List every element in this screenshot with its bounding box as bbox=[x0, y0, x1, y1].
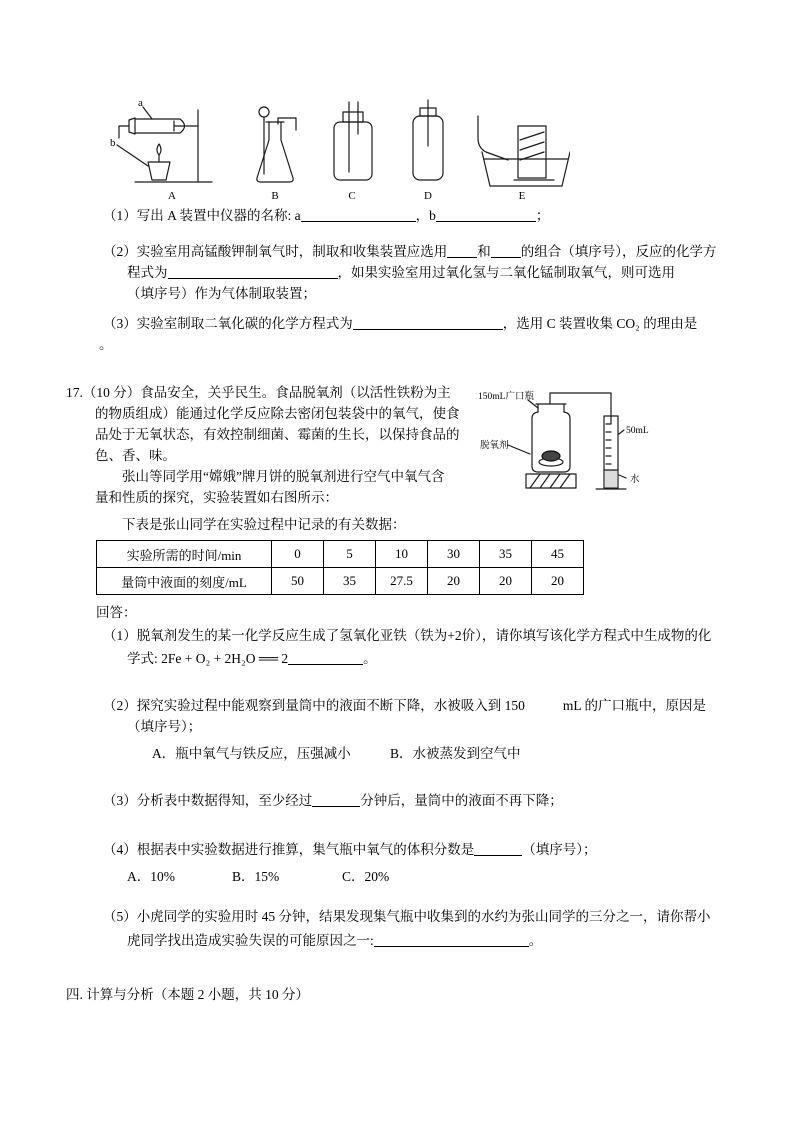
q17-sub4-option-a bbox=[127, 867, 175, 887]
table-cell: 27.5 bbox=[376, 568, 428, 595]
cylinder-water bbox=[605, 470, 618, 487]
table-cell: 30 bbox=[428, 541, 480, 568]
apparatus-label-b: B bbox=[271, 190, 279, 202]
option-b-text: B．水被蒸发到空气中 bbox=[390, 746, 521, 761]
q17-sub5-line1 bbox=[103, 907, 711, 927]
experiment-setup bbox=[508, 393, 626, 489]
q16-item2-line3 bbox=[127, 284, 316, 304]
q17-sub3-text2: 分钟后，量筒中的液面不再下降； bbox=[360, 793, 563, 808]
cylinder-volume-label: 50mL bbox=[626, 426, 649, 436]
q17-sub4-text2: （填序号）； bbox=[522, 842, 597, 857]
apparatus-c-gas-jar-upward bbox=[334, 102, 372, 180]
q17-experiment-figure bbox=[478, 386, 660, 510]
table-row-time bbox=[97, 541, 584, 568]
apparatus-a-marker-b: b bbox=[110, 137, 116, 149]
q17-sub4-line1 bbox=[103, 840, 597, 860]
water-label: 水 bbox=[630, 475, 640, 485]
minutes-blank bbox=[312, 793, 360, 807]
q17-answer-heading bbox=[96, 603, 137, 623]
q17-intro-line3 bbox=[95, 425, 460, 445]
pad-hatch bbox=[530, 474, 570, 488]
answer-blank bbox=[447, 244, 477, 258]
q16-item1-text2: ，b bbox=[415, 208, 436, 223]
stand-clamp bbox=[174, 121, 198, 131]
answer-blank bbox=[491, 244, 521, 258]
chemical-equation: 学式: 2Fe + O₂ + 2H₂O ══ 2 bbox=[127, 651, 289, 666]
q16-item2-line2 bbox=[127, 263, 675, 283]
q17-sub3-text: （3）分析表中数据得知，至少经过 bbox=[103, 793, 313, 808]
option-c-text: C．20% bbox=[342, 869, 390, 884]
q17-intro-line6 bbox=[95, 488, 338, 508]
table-cell: 10 bbox=[376, 541, 428, 568]
flame bbox=[157, 144, 161, 155]
water-trough bbox=[482, 152, 570, 186]
q17-intro-line5 bbox=[122, 467, 444, 487]
q17-sub5-text2: 虎同学找出造成实验失误的可能原因之一: bbox=[127, 933, 374, 948]
equation-blank bbox=[353, 316, 503, 330]
apparatus-label-d: D bbox=[424, 190, 432, 202]
deoxidizer-label-leader bbox=[508, 445, 530, 454]
apparatus-e-water-displacement bbox=[478, 116, 570, 186]
q17-sub5-line2 bbox=[127, 931, 542, 951]
q16-item2-text3: 程式为 bbox=[127, 265, 168, 280]
table-cell: 20 bbox=[480, 568, 532, 595]
table-cell: 45 bbox=[532, 541, 584, 568]
deoxidizer-sample bbox=[542, 451, 560, 461]
experiment-data-table bbox=[96, 540, 584, 595]
q17-text: 色、香、味。 bbox=[95, 448, 176, 463]
table-row-label: 量筒中液面的刻度/mL bbox=[97, 568, 272, 595]
q17-sub1-line2 bbox=[127, 649, 377, 669]
table-cell: 35 bbox=[324, 568, 376, 595]
answer-blank-a bbox=[301, 208, 416, 222]
connecting-tube bbox=[550, 393, 611, 424]
answer-blank-b bbox=[436, 208, 536, 222]
apparatus-label-a: A bbox=[168, 190, 176, 202]
q16-item2-text: （2）实验室用高锰酸钾制氧气时，制取和收集装置应选用 bbox=[103, 244, 448, 259]
stopper bbox=[129, 118, 135, 134]
bottle-label: 150mL广口瓶 bbox=[478, 392, 534, 402]
wide-mouth-bottle bbox=[532, 412, 570, 472]
reason-blank bbox=[374, 933, 529, 947]
apparatus-label-e: E bbox=[518, 190, 526, 202]
q17-sub1-text: （1）脱氧剂发生的某一化学反应生成了氢氧化亚铁（铁为+2价），请你填写该化学方程式中生成物的化 bbox=[103, 628, 712, 643]
q16-item1 bbox=[103, 206, 549, 226]
apparatus-a-marker-a: a bbox=[138, 97, 143, 109]
table-cell: 35 bbox=[480, 541, 532, 568]
q17-sub2-line1 bbox=[103, 696, 706, 716]
q16-item1-text3: ； bbox=[535, 208, 550, 223]
q16-item2-and: 和 bbox=[477, 244, 491, 259]
q16-item3-text: （3）实验室制取二氧化碳的化学方程式为 bbox=[103, 316, 353, 331]
funnel-bulb bbox=[259, 107, 269, 117]
q17-sub2-option-b bbox=[390, 744, 521, 764]
q17-sub3 bbox=[103, 791, 563, 811]
q16-item2-text5: （填序号）作为气体制取装置； bbox=[127, 286, 316, 301]
table-cell: 50 bbox=[272, 568, 324, 595]
q17-text: 张山等同学用“嫦娥”牌月饼的脱氧剂进行空气中氧气含 bbox=[122, 469, 445, 484]
product-formula-blank bbox=[288, 651, 363, 665]
deoxidizer-label: 脱氧剂 bbox=[480, 441, 509, 451]
q17-intro-line2 bbox=[95, 404, 460, 424]
q17-sub2-text: （2）探究实验过程中能观察到量筒中的液面不断下降，水被吸入到 150 bbox=[103, 698, 525, 713]
apparatus-label-c: C bbox=[348, 190, 356, 202]
cylinder-label-leader bbox=[619, 430, 624, 434]
q16-item2-line1 bbox=[103, 242, 717, 262]
apparatus-d-collection-bottle bbox=[413, 100, 443, 180]
q16-item3-line2 bbox=[99, 335, 113, 355]
q16-item3-line1 bbox=[103, 314, 697, 334]
section4-heading bbox=[66, 985, 309, 1005]
q17-sub1-end: 。 bbox=[363, 651, 377, 666]
q17-sub2-text2: mL 的广口瓶中，原因是 bbox=[562, 698, 706, 713]
apparatus-diagram bbox=[110, 96, 570, 204]
apparatus-a-gas-generator-heating bbox=[117, 107, 212, 182]
option-a-text: A．瓶中氧气与铁反应，压强减小 bbox=[152, 746, 351, 761]
q17-sub4-option-c bbox=[342, 867, 389, 887]
table-cell: 5 bbox=[324, 541, 376, 568]
delivery-tube bbox=[119, 126, 129, 138]
table-cell: 0 bbox=[272, 541, 324, 568]
apparatus-b-flask-generator bbox=[257, 107, 296, 182]
gas-jar bbox=[334, 122, 372, 180]
table-cell: 20 bbox=[532, 568, 584, 595]
option-b-text: B．15% bbox=[232, 869, 280, 884]
q16-item2-text2: 的组合（填序号），反应的化学方 bbox=[520, 244, 717, 259]
label-a-leader bbox=[143, 107, 152, 119]
table-cell: 20 bbox=[428, 568, 480, 595]
table-row-label: 实验所需的时间/min bbox=[97, 541, 272, 568]
q16-item1-text: （1）写出 A 装置中仪器的名称: a bbox=[103, 208, 301, 223]
conical-flask bbox=[257, 122, 293, 182]
q16-item2-text4: ，如果实验室用过氧化氢与二氧化锰制取氧气，则可选用 bbox=[337, 265, 675, 280]
q17-sub5-end: 。 bbox=[528, 933, 543, 948]
water-label-leader bbox=[619, 475, 626, 478]
q17-text: 下表是张山同学在实验过程中记录的有关数据： bbox=[122, 517, 406, 532]
q16-item3-text2: ，选用 C 装置收集 CO₂ 的理由是 bbox=[502, 316, 698, 331]
alcohol-lamp bbox=[148, 162, 170, 180]
stopper bbox=[343, 112, 363, 122]
q17-text: 的物质组成）能通过化学反应除去密闭包装袋中的氧气，使食 bbox=[95, 406, 460, 421]
bottle-neck bbox=[536, 404, 566, 412]
bottle-water-hatch bbox=[520, 132, 544, 160]
equation-blank bbox=[168, 265, 338, 279]
q17-intro-line1 bbox=[66, 383, 451, 403]
q17-text: 17.（10 分）食品安全，关乎民生。食品脱氧剂（以活性铁粉为主 bbox=[66, 385, 451, 400]
table-row-volume bbox=[97, 568, 584, 595]
q17-sub2-text3: （填序号）； bbox=[127, 719, 202, 734]
collection-bottle bbox=[518, 126, 546, 178]
q17-text: 品处于无氧状态，有效控制细菌、霉菌的生长，以保持食品的 bbox=[95, 427, 460, 442]
q16-item3-text3: 。 bbox=[99, 337, 113, 352]
q17-answer-label: 回答： bbox=[96, 605, 137, 620]
section4-heading-text: 四. 计算与分析（本题 2 小题，共 10 分） bbox=[66, 987, 309, 1002]
q17-sub4-option-b bbox=[232, 867, 279, 887]
q17-intro-line7 bbox=[122, 515, 406, 535]
option-a-text: A．10% bbox=[127, 869, 175, 884]
q17-text: 量和性质的探究，实验装置如右图所示： bbox=[95, 490, 338, 505]
cylinder-graduations bbox=[606, 424, 611, 464]
percentage-blank bbox=[474, 842, 522, 856]
q17-sub2-line2 bbox=[127, 717, 201, 737]
q17-sub4-text: （4）根据表中实验数据进行推算，集气瓶中氧气的体积分数是 bbox=[103, 842, 475, 857]
q17-sub5-text: （5）小虎同学的实验用时 45 分钟，结果发现集气瓶中收集到的水约为张山同学的三分之一，请你帮小 bbox=[103, 909, 711, 924]
q17-intro-line4 bbox=[95, 446, 176, 466]
label-b-leader bbox=[117, 145, 148, 166]
q17-sub1-line1 bbox=[103, 626, 711, 646]
q17-sub2-option-a bbox=[152, 744, 351, 764]
